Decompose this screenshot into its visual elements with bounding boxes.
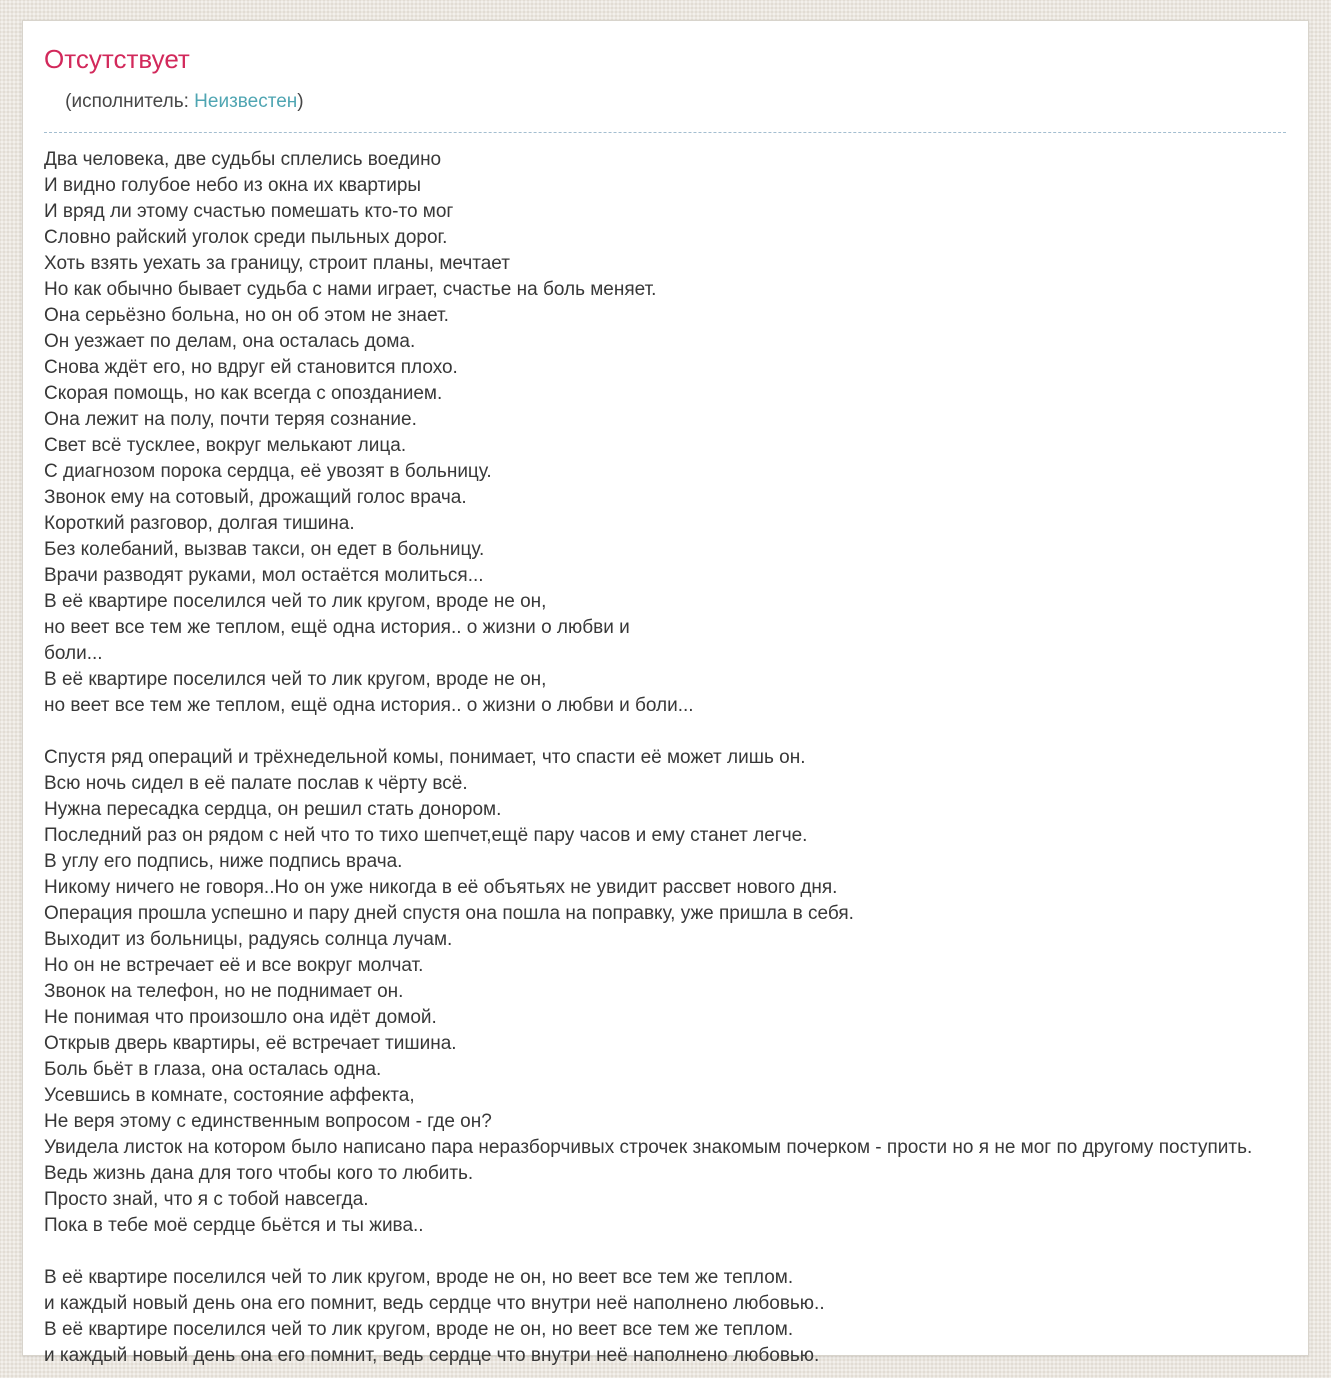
artist-label-prefix: (исполнитель: — [65, 91, 195, 112]
lyric-line: Снова ждёт его, но вдруг ей становится плохо. — [44, 357, 458, 378]
lyric-line: Операция прошла успешно и пару дней спустя она пошла на поправку, уже пришла в себя. — [44, 903, 854, 924]
lyric-line: Всю ночь сидел в её палате послав к чёрту всё. — [44, 773, 468, 794]
lyric-line: Она серьёзно больна, но он об этом не знает. — [44, 305, 449, 326]
lyric-line: Не понимая что произошло она идёт домой. — [44, 1007, 437, 1028]
lyric-line: Увидела листок на котором было написано пара неразборчивых строчек знакомым почерком - прости но я не мог по другому поступить. — [44, 1137, 1253, 1158]
lyric-line: но веет все тем же теплом, ещё одна история.. о жизни о любви и боли... — [44, 695, 694, 716]
lyric-line: Два человека, две судьбы сплелись воедино — [44, 149, 442, 170]
artist-label-suffix: ) — [297, 91, 304, 112]
lyric-line: Просто знай, что я с тобой навсегда. — [44, 1189, 369, 1210]
lyric-line: Скорая помощь, но как всегда с опозданием. — [44, 383, 443, 404]
lyric-line: В её квартире поселился чей то лик кругом, вроде не он, но веет все тем же теплом. — [44, 1267, 794, 1288]
lyric-line: Пока в тебе моё сердце бьётся и ты жива.. — [44, 1215, 424, 1236]
lyric-line: Нужна пересадка сердца, он решил стать донором. — [44, 799, 502, 820]
lyric-line: Ведь жизнь дана для того чтобы кого то любить. — [44, 1163, 474, 1184]
lyric-line: Без колебаний, вызвав такси, он едет в больницу. — [44, 539, 485, 560]
dotted-separator — [44, 132, 1286, 133]
lyric-line: Короткий разговор, долгая тишина. — [44, 513, 355, 534]
lyric-line: Но как обычно бывает судьба с нами играет, счастье на боль меняет. — [44, 279, 657, 300]
lyric-line: В её квартире поселился чей то лик кругом, вроде не он, но веет все тем же теплом. — [44, 1319, 794, 1340]
lyric-line: Последний раз он рядом с ней что то тихо шепчет,ещё пару часов и ему станет легче. — [44, 825, 808, 846]
lyric-line: но веет все тем же теплом, ещё одна история.. о жизни о любви и — [44, 617, 630, 638]
lyrics-card — [22, 20, 1309, 1366]
lyrics-text — [44, 147, 1286, 1369]
lyric-line: Свет всё тусклее, вокруг мелькают лица. — [44, 435, 407, 456]
song-title: Отсутствует — [44, 44, 190, 74]
artist-link[interactable]: Неизвестен — [194, 91, 298, 112]
lyric-line: Она лежит на полу, почти теряя сознание. — [44, 409, 417, 430]
lyric-line: Усевшись в комнате, состояние аффекта, — [44, 1085, 415, 1106]
lyric-line: Хоть взять уехать за границу, строит планы, мечтает — [44, 253, 510, 274]
lyric-line: Но он не встречает её и все вокруг молчат. — [44, 955, 424, 976]
lyric-line: и каждый новый день она его помнит, ведь сердце что внутри неё наполнено любовью. — [44, 1345, 820, 1366]
lyric-line: и каждый новый день она его помнит, ведь сердце что внутри неё наполнено любовью.. — [44, 1293, 825, 1314]
lyric-line: Никому ничего не говоря..Но он уже никогда в её объятьях не увидит рассвет нового дня. — [44, 877, 838, 898]
lyric-line: Он уезжает по делам, она осталась дома. — [44, 331, 416, 352]
lyric-line: Спустя ряд операций и трёхнедельной комы, понимает, что спасти её может лишь он. — [44, 747, 806, 768]
lyric-line: боли... — [44, 643, 103, 664]
lyric-line: Врачи разводят руками, мол остаётся молиться... — [44, 565, 484, 586]
lyric-line: В её квартире поселился чей то лик кругом, вроде не он, — [44, 591, 547, 612]
lyric-line: Звонок на телефон, но не поднимает он. — [44, 981, 404, 1002]
lyric-line: В её квартире поселился чей то лик кругом, вроде не он, — [44, 669, 547, 690]
lyric-line: И видно голубое небо из окна их квартиры — [44, 175, 422, 196]
lyric-line: В углу его подпись, ниже подпись врача. — [44, 851, 403, 872]
lyric-line: Словно райский уголок среди пыльных дорог. — [44, 227, 448, 248]
lyric-line: Звонок ему на сотовый, дрожащий голос врача. — [44, 487, 467, 508]
lyric-line: И вряд ли этому счастью помешать кто-то мог — [44, 201, 454, 222]
lyric-line — [44, 1239, 1286, 1265]
lyric-line: Выходит из больницы, радуясь солнца лучам. — [44, 929, 453, 950]
lyric-line — [44, 719, 1286, 745]
lyric-line: Открыв дверь квартиры, её встречает тишина. — [44, 1033, 457, 1054]
artist-line — [44, 73, 1286, 130]
lyric-line: Боль бьёт в глаза, она осталась одна. — [44, 1059, 382, 1080]
lyric-line: Не веря этому с единственным вопросом - где он? — [44, 1111, 492, 1132]
lyric-line: С диагнозом порока сердца, её увозят в больницу. — [44, 461, 492, 482]
